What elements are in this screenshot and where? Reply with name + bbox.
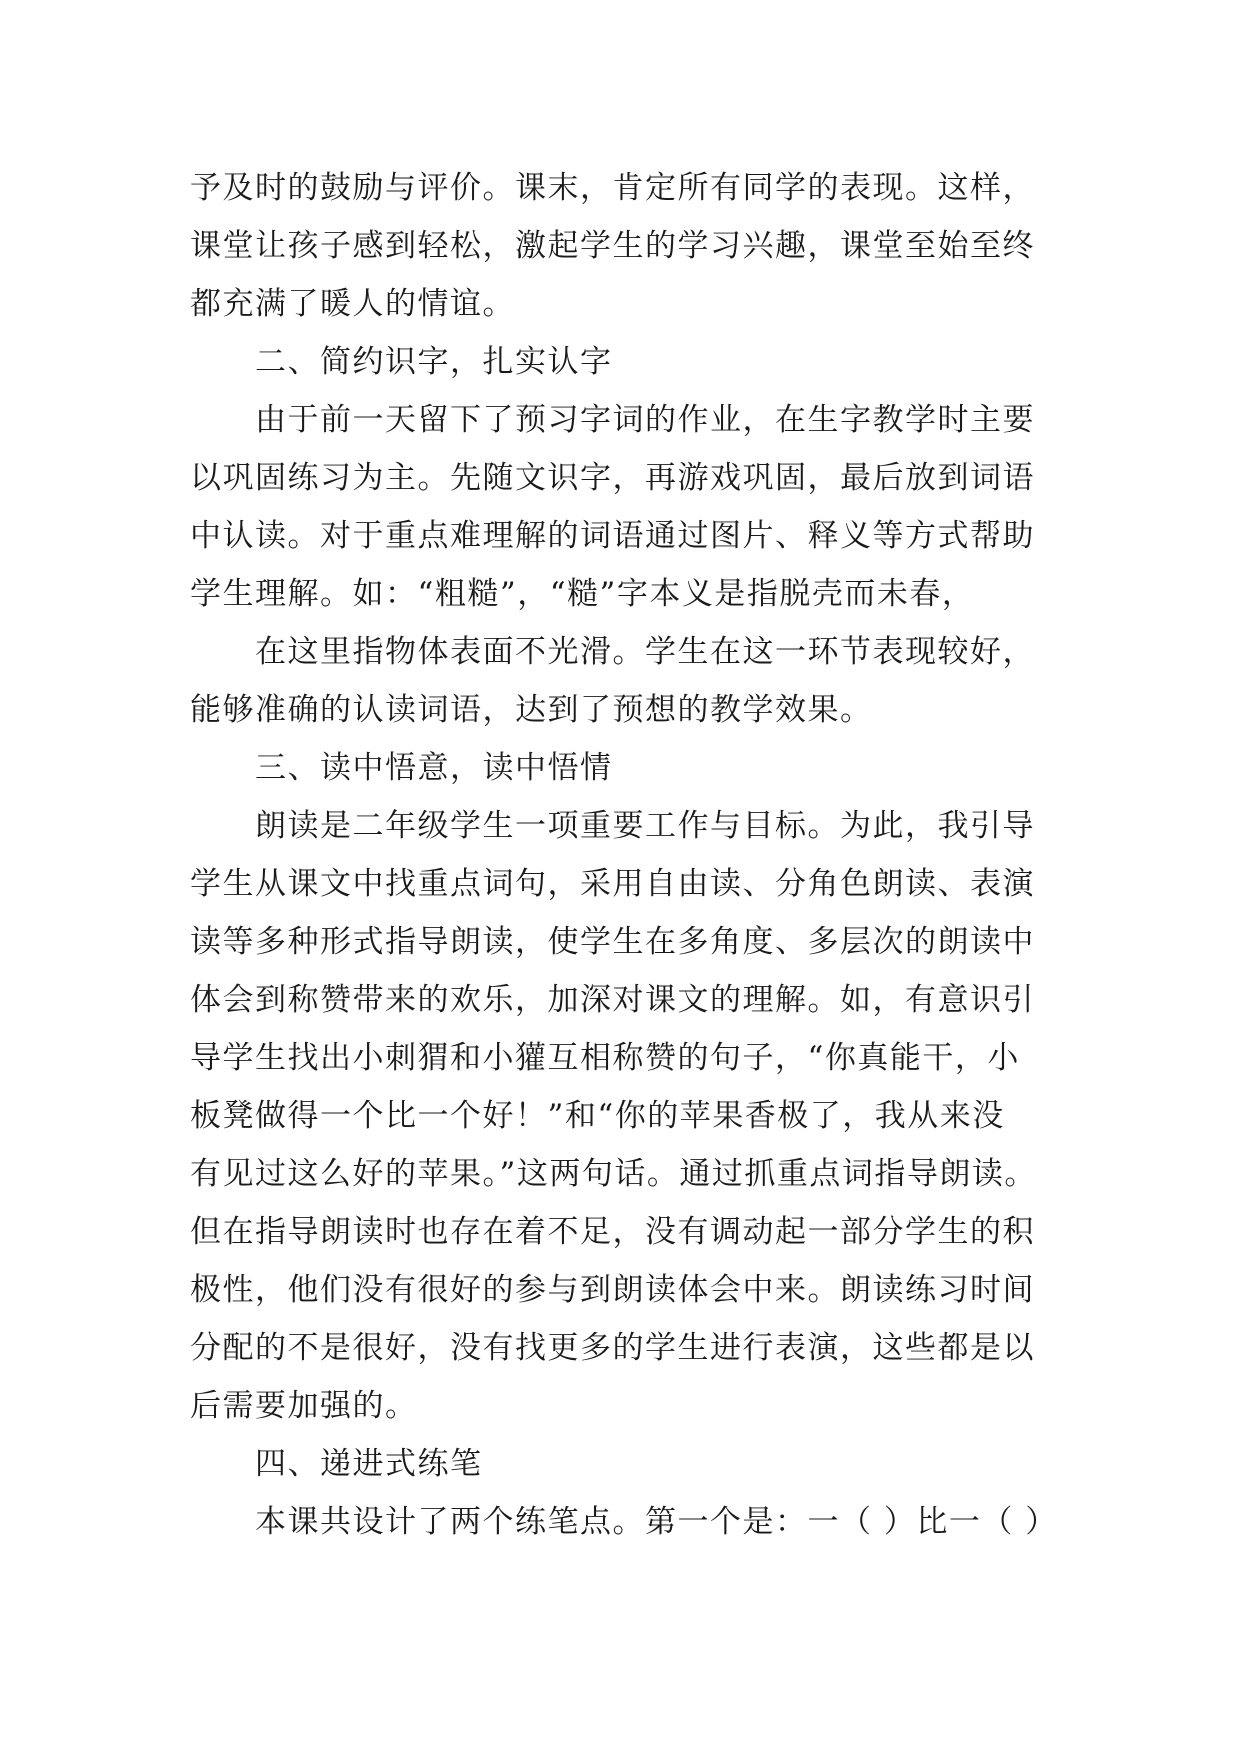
paragraph-line: 以巩固练习为主。先随文识字，再游戏巩固，最后放到词语: [190, 460, 1035, 496]
paragraph-line: 有见过这么好的苹果。”这两句话。通过抓重点词指导朗读。: [190, 1156, 1037, 1192]
paragraph-line: 后需要加强的。: [190, 1388, 418, 1424]
paragraph-line: 能够准确的认读词语，达到了预想的教学效果。: [190, 692, 873, 728]
paragraph-line: 导学生找出小刺猬和小獾互相称赞的句子，“你真能干，小: [190, 1040, 1020, 1076]
paragraph-line: 课堂让孩子感到轻松，激起学生的学习兴趣，课堂至始至终: [190, 228, 1035, 264]
paragraph-line: 极性，他们没有很好的参与到朗读体会中来。朗读练习时间: [190, 1272, 1035, 1308]
section-heading: 二、简约识字，扎实认字: [255, 344, 613, 380]
section-heading: 四、递进式练笔: [255, 1446, 483, 1482]
paragraph-line: 由于前一天留下了预习字词的作业，在生字教学时主要: [255, 402, 1035, 438]
paragraph-line: 朗读是二年级学生一项重要工作与目标。为此，我引导: [255, 808, 1035, 844]
paragraph-line: 但在指导朗读时也存在着不足，没有调动起一部分学生的积: [190, 1214, 1035, 1250]
paragraph-line: 分配的不是很好，没有找更多的学生进行表演，这些都是以: [190, 1330, 1035, 1366]
paragraph-line: 学生从课文中找重点词句，采用自由读、分角色朗读、表演: [190, 866, 1035, 902]
section-heading: 三、读中悟意，读中悟情: [255, 750, 613, 786]
paragraph-line: 本课共设计了两个练笔点。第一个是：一（ ）比一（ ）: [255, 1504, 1058, 1540]
paragraph-line: 在这里指物体表面不光滑。学生在这一环节表现较好，: [255, 634, 1035, 670]
paragraph-line: 予及时的鼓励与评价。课末，肯定所有同学的表现。这样，: [190, 170, 1035, 206]
paragraph-line: 中认读。对于重点难理解的词语通过图片、释义等方式帮助: [190, 518, 1035, 554]
paragraph-line: 都充满了暖人的情谊。: [190, 286, 515, 322]
paragraph-line: 体会到称赞带来的欢乐，加深对课文的理解。如，有意识引: [190, 982, 1035, 1018]
paragraph-line: 板凳做得一个比一个好！”和“你的苹果香极了，我从来没: [190, 1098, 1005, 1134]
paragraph-line: 学生理解。如：“粗糙”，“糙”字本义是指脱壳而未春，: [190, 576, 975, 612]
paragraph-line: 读等多种形式指导朗读，使学生在多角度、多层次的朗读中: [190, 924, 1035, 960]
